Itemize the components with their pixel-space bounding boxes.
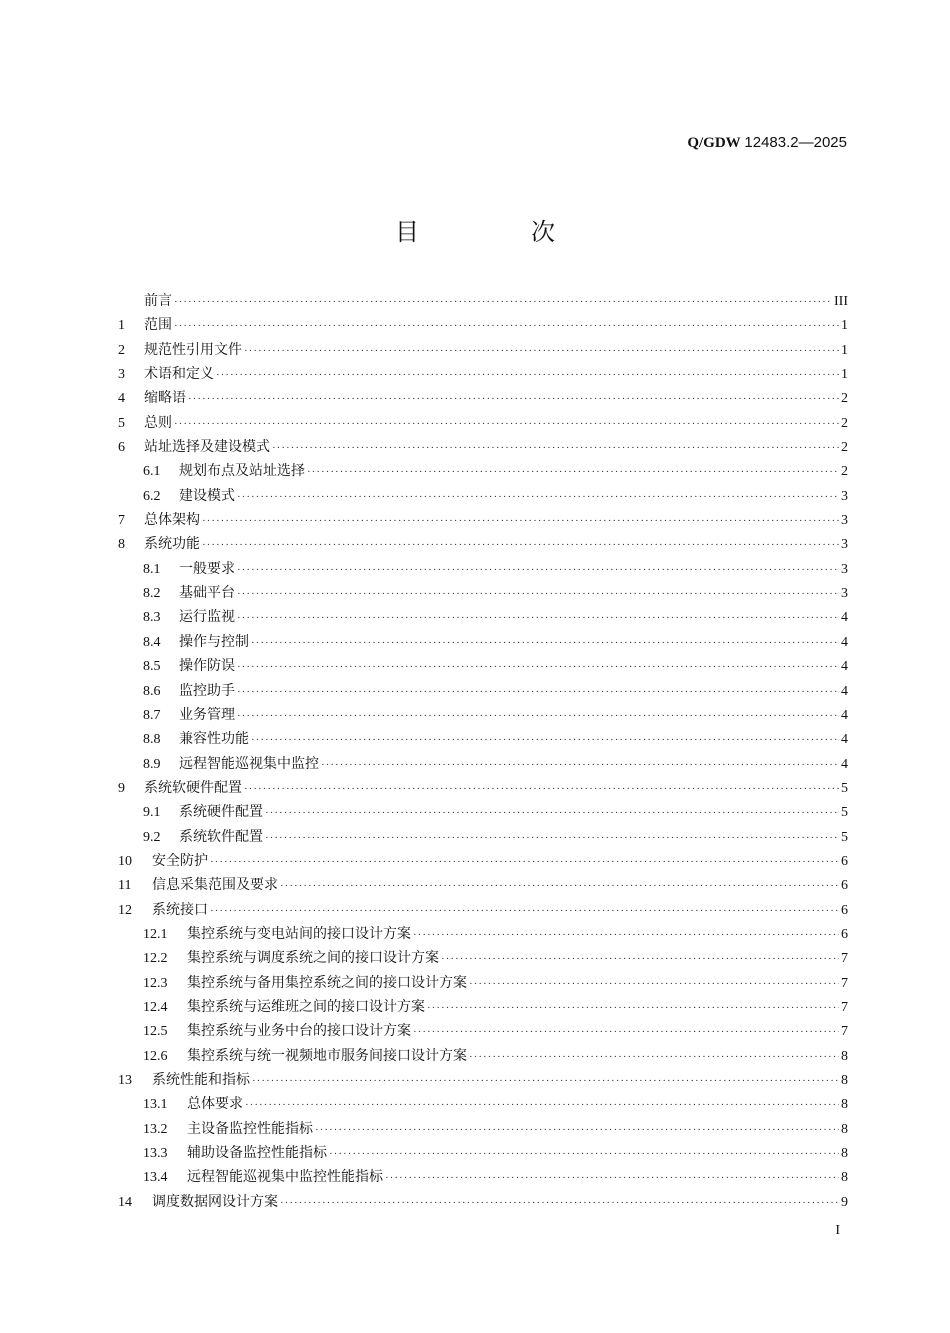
- toc-entry[interactable]: [118, 386, 848, 410]
- toc-entry[interactable]: [118, 435, 848, 459]
- toc-entry[interactable]: [118, 995, 848, 1019]
- toc-entry-number: 12.2: [143, 951, 168, 967]
- toc-dot-leader: [265, 801, 839, 825]
- toc-dot-leader: [427, 996, 839, 1020]
- toc-entry[interactable]: [118, 484, 848, 508]
- toc-dot-leader: [174, 290, 832, 314]
- toc-entry-label: 术语和定义: [144, 366, 214, 383]
- toc-entry-number: 6.1: [143, 464, 161, 480]
- toc-dot-leader: [315, 1118, 839, 1142]
- toc-entry-page: 4: [841, 756, 848, 772]
- toc-entry-page: 3: [841, 513, 848, 529]
- toc-dot-leader: [202, 533, 839, 557]
- toc-entry-page: 9: [841, 1194, 848, 1210]
- toc-title: 目 次: [395, 218, 599, 246]
- toc-entry-number: 12.4: [143, 999, 168, 1015]
- toc-entry-page: 5: [841, 829, 848, 845]
- toc-entry-label: 监控助手: [179, 682, 235, 699]
- toc-entry[interactable]: [118, 338, 848, 362]
- toc-entry[interactable]: [118, 630, 848, 654]
- toc-entry-label: 集控系统与统一视频地市服务间接口设计方案: [187, 1047, 467, 1064]
- toc-dot-leader: [237, 606, 839, 630]
- toc-entry-number: 9.1: [143, 805, 161, 821]
- toc-entry-label: 操作防误: [179, 658, 235, 675]
- toc-entry-page: 4: [841, 610, 848, 626]
- toc-entry-label: 安全防护: [152, 852, 208, 869]
- toc-entry-page: 3: [841, 586, 848, 602]
- toc-entry-label: 调度数据网设计方案: [152, 1193, 278, 1210]
- toc-dot-leader: [441, 947, 839, 971]
- toc-entry-page: 3: [841, 488, 848, 504]
- page-number: I: [835, 1223, 840, 1238]
- toc-entry-label: 业务管理: [179, 706, 235, 723]
- toc-entry[interactable]: [118, 946, 848, 970]
- toc-entry[interactable]: [118, 1190, 848, 1214]
- toc-dot-leader: [237, 485, 839, 509]
- toc-entry-label: 兼容性功能: [179, 731, 249, 748]
- toc-entry-label: 辅助设备监控性能指标: [187, 1145, 327, 1162]
- toc-entry-number: 3: [118, 367, 125, 383]
- toc-entry-label: 运行监视: [179, 609, 235, 626]
- toc-entry-label: 集控系统与变电站间的接口设计方案: [187, 925, 411, 942]
- toc-entry-number: 8.2: [143, 586, 161, 602]
- toc-entry[interactable]: [118, 727, 848, 751]
- toc-entry-number: 13.1: [143, 1097, 168, 1113]
- toc-entry-label: 集控系统与运维班之间的接口设计方案: [187, 998, 425, 1015]
- toc-entry-label: 前言: [144, 293, 172, 309]
- toc-entry-number: 12.3: [143, 975, 168, 991]
- toc-entry[interactable]: [118, 800, 848, 824]
- toc-entry-number: 12.1: [143, 926, 168, 942]
- toc-entry-page: 4: [841, 659, 848, 675]
- toc-entry-number: 12.6: [143, 1048, 168, 1064]
- toc-dot-leader: [244, 777, 839, 801]
- toc-entry[interactable]: [118, 873, 848, 897]
- toc-entry-page: 8: [841, 1048, 848, 1064]
- toc-entry-page: 2: [841, 415, 848, 431]
- toc-entry-number: 8.3: [143, 610, 161, 626]
- toc-entry-page: 8: [841, 1146, 848, 1162]
- toc-entry-label: 规范性引用文件: [144, 341, 242, 358]
- toc-entry[interactable]: [118, 459, 848, 483]
- toc-entry-label: 操作与控制: [179, 633, 249, 650]
- toc-entry[interactable]: [118, 508, 848, 532]
- toc-dot-leader: [252, 1069, 839, 1093]
- doc-code: Q/GDW: [687, 135, 741, 151]
- toc-entry-page: 6: [841, 853, 848, 869]
- toc-dot-leader: [237, 558, 839, 582]
- toc-entry-label: 远程智能巡视集中监控: [179, 755, 319, 772]
- toc-entry-number: 13: [118, 1073, 132, 1088]
- toc-entry[interactable]: [118, 703, 848, 727]
- toc-entry-number: 11: [118, 878, 132, 894]
- toc-entry-page: 7: [841, 975, 848, 991]
- toc-dot-leader: [265, 826, 839, 850]
- toc-dot-leader: [244, 339, 839, 363]
- toc-entry-page: 2: [841, 391, 848, 407]
- toc-entry-number: 9: [118, 780, 125, 796]
- toc-entry-label: 规划布点及站址选择: [179, 463, 305, 480]
- toc-entry[interactable]: [118, 776, 848, 800]
- toc-entry-page: 3: [841, 561, 848, 577]
- toc-dot-leader: [272, 436, 839, 460]
- toc-dot-leader: [321, 753, 839, 777]
- toc-entry-label: 系统软件配置: [179, 828, 263, 845]
- toc-dot-leader: [280, 874, 839, 898]
- toc-entry[interactable]: [118, 605, 848, 629]
- toc-entry-page: 8: [841, 1073, 848, 1088]
- toc-dot-leader: [174, 314, 839, 338]
- toc-dot-leader: [413, 1020, 839, 1044]
- toc-dot-leader: [237, 680, 839, 704]
- toc-dot-leader: [251, 631, 839, 655]
- toc-entry-number: 8.7: [143, 707, 161, 723]
- toc-entry[interactable]: [118, 532, 848, 556]
- toc-entry-page: 1: [841, 367, 848, 383]
- toc-entry-page: 4: [841, 683, 848, 699]
- toc-entry-number: 2: [118, 342, 125, 358]
- toc-entry-number: 7: [118, 513, 125, 529]
- toc-dot-leader: [385, 1166, 839, 1190]
- toc-entry-page: 4: [841, 732, 848, 748]
- toc-dot-leader: [307, 460, 839, 484]
- toc-entry-number: 14: [118, 1194, 132, 1210]
- toc-entry[interactable]: [118, 1117, 848, 1141]
- toc-entry-number: 6.2: [143, 488, 161, 504]
- toc-entry-page: 5: [841, 780, 848, 796]
- toc-entry-number: 13.3: [143, 1146, 168, 1162]
- toc-entry-page: 6: [841, 926, 848, 942]
- toc-dot-leader: [280, 1191, 839, 1215]
- toc-dot-leader: [237, 655, 839, 679]
- toc-entry[interactable]: [118, 849, 848, 873]
- toc-entry-number: 5: [118, 415, 125, 431]
- toc-entry[interactable]: [118, 313, 848, 337]
- toc-entry[interactable]: [118, 411, 848, 435]
- toc-entry-page: 1: [841, 342, 848, 358]
- toc-entry-page: 8: [841, 1121, 848, 1137]
- toc-dot-leader: [202, 509, 839, 533]
- toc-entry-page: 4: [841, 707, 848, 723]
- toc-entry-number: 6: [118, 440, 125, 456]
- toc-entry-number: 8: [118, 537, 125, 553]
- doc-serial: 12483.2—2025: [744, 134, 847, 151]
- toc-entry-label: 基础平台: [179, 585, 235, 602]
- toc-entry[interactable]: [118, 557, 848, 581]
- toc-dot-leader: [210, 850, 839, 874]
- toc-entry-page: 2: [841, 464, 848, 480]
- toc-entry-page: 7: [841, 951, 848, 967]
- toc-entry-label: 系统性能和指标: [152, 1072, 250, 1088]
- toc-entry-number: 8.6: [143, 683, 161, 699]
- toc-entry-label: 总则: [144, 414, 172, 431]
- toc-entry-label: 系统接口: [152, 901, 208, 918]
- toc-dot-leader: [413, 923, 839, 947]
- toc-entry-label: 总体要求: [187, 1096, 243, 1113]
- toc-entry-number: 8.5: [143, 659, 161, 675]
- toc-entry[interactable]: [118, 898, 848, 922]
- toc-entry[interactable]: [118, 1019, 848, 1043]
- toc-entry-label: 缩略语: [144, 390, 186, 407]
- toc-entry[interactable]: [118, 752, 848, 776]
- toc-entry-label: 一般要求: [179, 560, 235, 577]
- toc-dot-leader: [210, 899, 839, 923]
- toc-entry-label: 集控系统与业务中台的接口设计方案: [187, 1023, 411, 1040]
- toc-entry-page: 7: [841, 1024, 848, 1040]
- toc-entry-page: 1: [841, 318, 848, 334]
- toc-entry-page: 2: [841, 440, 848, 456]
- toc-entry-number: 10: [118, 853, 132, 869]
- toc-dot-leader: [329, 1142, 839, 1166]
- toc-entry-number: 9.2: [143, 829, 161, 845]
- toc-dot-leader: [469, 972, 839, 996]
- toc-entry[interactable]: [118, 1141, 848, 1165]
- toc-entry[interactable]: [118, 289, 848, 313]
- toc-entry[interactable]: [118, 971, 848, 995]
- toc-entry-page: 4: [841, 634, 848, 650]
- toc-entry[interactable]: [118, 825, 848, 849]
- toc-entry-page: 3: [841, 537, 848, 553]
- toc-entry[interactable]: [118, 654, 848, 678]
- toc-entry-label: 系统硬件配置: [179, 804, 263, 821]
- toc-entry-page: 8: [841, 1097, 848, 1113]
- toc-entry-number: 12: [118, 902, 132, 918]
- toc-entry-number: 13.4: [143, 1170, 168, 1186]
- toc-dot-leader: [216, 363, 839, 387]
- toc-entry[interactable]: [118, 1068, 848, 1092]
- toc-entry-number: 1: [118, 318, 125, 334]
- toc-entry-label: 总体架构: [144, 512, 200, 529]
- table-of-contents: [118, 289, 848, 1214]
- toc-entry-number: 8.9: [143, 756, 161, 772]
- document-number: [687, 134, 847, 152]
- toc-entry[interactable]: [118, 1165, 848, 1189]
- toc-entry[interactable]: [118, 922, 848, 946]
- toc-entry[interactable]: [118, 362, 848, 386]
- toc-entry[interactable]: [118, 581, 848, 605]
- toc-dot-leader: [174, 412, 839, 436]
- toc-entry-number: 13.2: [143, 1121, 168, 1137]
- toc-entry-number: 8.8: [143, 732, 161, 748]
- toc-entry-label: 站址选择及建设模式: [144, 439, 270, 456]
- toc-dot-leader: [245, 1093, 839, 1117]
- toc-entry-label: 系统功能: [144, 536, 200, 553]
- toc-entry-number: 12.5: [143, 1024, 168, 1040]
- toc-entry[interactable]: [118, 1092, 848, 1116]
- toc-entry-label: 远程智能巡视集中监控性能指标: [187, 1169, 383, 1186]
- toc-entry[interactable]: [118, 679, 848, 703]
- toc-entry-label: 集控系统与调度系统之间的接口设计方案: [187, 950, 439, 967]
- toc-entry-number: 8.1: [143, 561, 161, 577]
- toc-dot-leader: [237, 582, 839, 606]
- toc-entry-number: 8.4: [143, 634, 161, 650]
- toc-entry-page: 8: [841, 1170, 848, 1186]
- toc-entry-number: 4: [118, 391, 125, 407]
- toc-entry-label: 系统软硬件配置: [144, 779, 242, 796]
- toc-entry[interactable]: [118, 1044, 848, 1068]
- toc-entry-page: 6: [841, 902, 848, 918]
- toc-entry-label: 集控系统与备用集控系统之间的接口设计方案: [187, 974, 467, 991]
- toc-entry-page: 6: [841, 878, 848, 894]
- toc-dot-leader: [237, 704, 839, 728]
- toc-dot-leader: [188, 387, 839, 411]
- toc-entry-label: 范围: [144, 317, 172, 334]
- toc-entry-page: III: [834, 294, 848, 309]
- toc-entry-page: 5: [841, 805, 848, 821]
- toc-entry-page: 7: [841, 999, 848, 1015]
- toc-dot-leader: [251, 728, 839, 752]
- toc-dot-leader: [469, 1045, 839, 1069]
- toc-entry-label: 主设备监控性能指标: [187, 1120, 313, 1137]
- toc-entry-label: 信息采集范围及要求: [152, 877, 278, 894]
- toc-entry-label: 建设模式: [179, 487, 235, 504]
